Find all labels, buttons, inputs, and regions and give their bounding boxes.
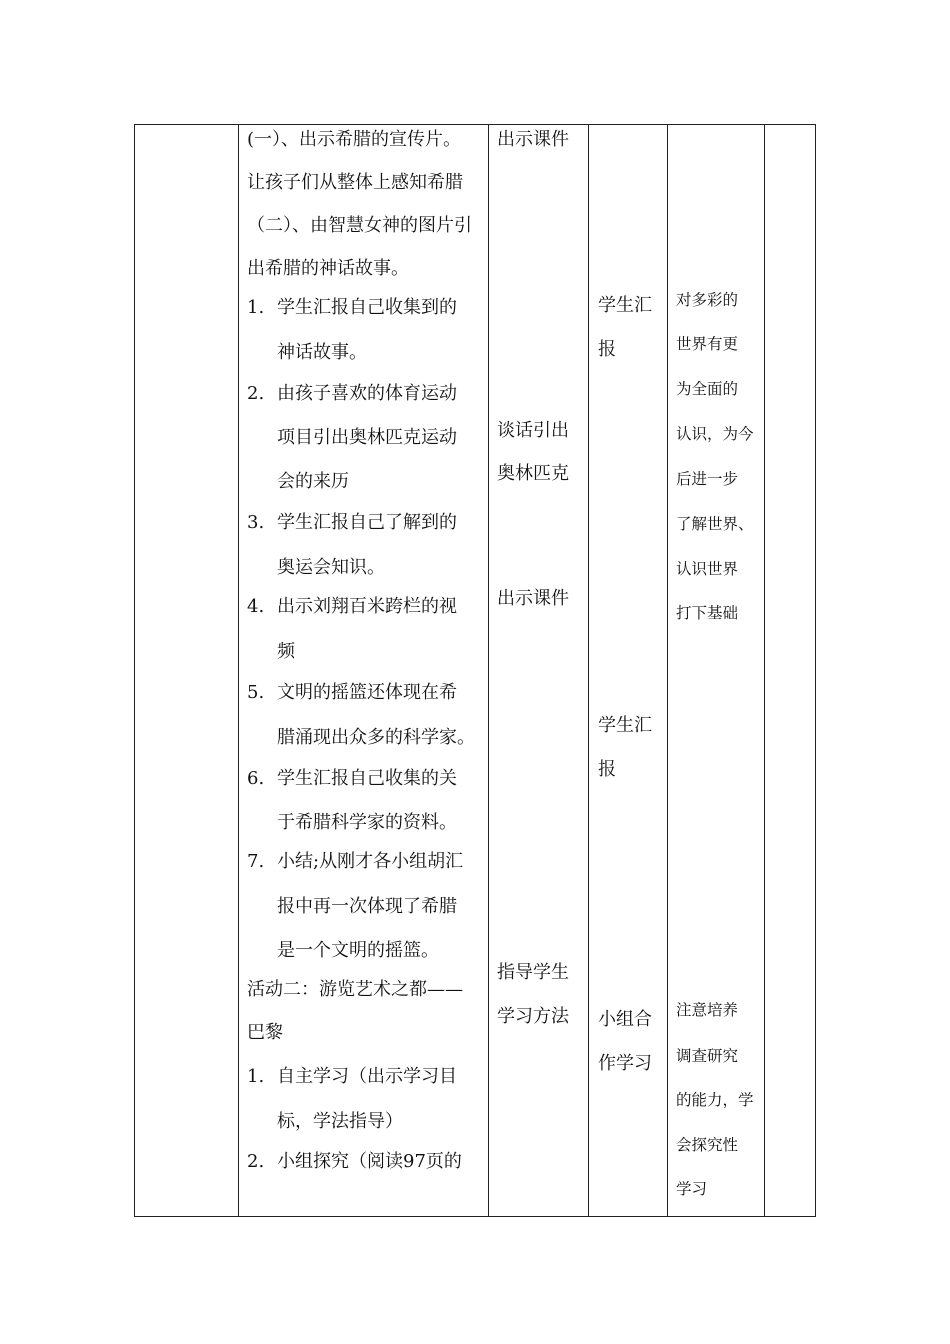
- content-line: [247, 512, 457, 534]
- content-line: [277, 896, 457, 918]
- content-line: [247, 596, 457, 618]
- list-number: 1.: [247, 297, 265, 318]
- content-line: [247, 215, 472, 237]
- content-text: 文明的摇篮还体现在希: [277, 682, 457, 703]
- content-line: [247, 383, 457, 405]
- design-intent-text: 对多彩的: [676, 291, 739, 309]
- content-text: 出示刘翔百米跨栏的视: [277, 596, 457, 617]
- list-number: 3.: [247, 512, 265, 533]
- column-divider: [238, 125, 239, 1216]
- content-text: 学生汇报自己收集到的: [277, 297, 457, 318]
- content-text: 腊涌现出众多的科学家。: [277, 727, 475, 748]
- content-line: [277, 427, 457, 449]
- list-number: 6.: [247, 768, 265, 789]
- design-intent-text: 后进一步: [676, 470, 739, 488]
- design-intent-text: 为全面的: [676, 380, 739, 398]
- content-text: 巴黎: [247, 1022, 283, 1043]
- content-text: 小组探究（阅读97页的: [277, 1151, 462, 1172]
- content-line: [277, 342, 367, 364]
- content-line: [247, 129, 461, 151]
- design-intent-text: 认识世界: [676, 560, 739, 578]
- student-activity-text: 学生汇: [598, 295, 652, 316]
- student-activity-text: 报: [598, 759, 616, 780]
- student-activity-cell: [598, 125, 664, 1216]
- student-activity-text: 作学习: [598, 1053, 652, 1074]
- design-intent-text: 注意培养: [676, 1001, 739, 1019]
- column-divider: [588, 125, 589, 1216]
- column-divider: [667, 125, 668, 1216]
- content-text: 学生汇报自己了解到的: [277, 512, 457, 533]
- content-line: [247, 682, 457, 704]
- content-text: 活动二：游览艺术之都——: [247, 979, 463, 1000]
- blank-cell-left: [135, 125, 238, 1216]
- content-line: [247, 297, 457, 319]
- design-intent-cell: [676, 125, 762, 1216]
- content-text: 学生汇报自己收集的关: [277, 768, 457, 789]
- content-text: （二）、由智慧女神的图片引: [247, 215, 472, 236]
- content-line: [247, 1066, 457, 1088]
- content-line: [277, 727, 475, 749]
- content-line: [247, 768, 457, 790]
- content-text: 让孩子们从整体上感知希腊: [247, 172, 463, 193]
- teacher-activity-cell: [497, 125, 585, 1216]
- teacher-activity-text: 指导学生: [497, 962, 569, 983]
- design-intent-text: 调查研究: [676, 1047, 739, 1065]
- content-text: 是一个文明的摇篮。: [277, 940, 439, 961]
- content-line: [277, 1111, 403, 1133]
- content-text: (一）、出示希腊的宣传片。: [247, 129, 462, 150]
- teacher-activity-text: 奥林匹克: [497, 463, 569, 484]
- teacher-activity-text: 学习方法: [497, 1006, 569, 1027]
- design-intent-text: 认识，为今: [676, 425, 754, 443]
- content-line: [247, 851, 463, 873]
- content-line: [277, 940, 439, 962]
- content-text: 于希腊科学家的资料。: [277, 812, 457, 833]
- design-intent-text: 了解世界、: [676, 515, 754, 533]
- design-intent-text: 世界有更: [676, 335, 739, 353]
- content-line: [277, 557, 385, 579]
- teacher-activity-text: 谈话引出: [497, 420, 569, 441]
- blank-cell-right: [767, 125, 815, 1216]
- student-activity-text: 小组合: [598, 1009, 652, 1030]
- list-number: 1.: [247, 1066, 265, 1087]
- student-activity-text: 学生汇: [598, 715, 652, 736]
- content-text: 由孩子喜欢的体育运动: [277, 383, 457, 404]
- content-text: 标，学法指导）: [277, 1111, 403, 1132]
- design-intent-text: 学习: [676, 1180, 708, 1198]
- content-line: [247, 979, 463, 1001]
- content-text: 报中再一次体现了希腊: [277, 896, 457, 917]
- content-line: [277, 812, 457, 834]
- content-text: 自主学习（出示学习目: [277, 1066, 457, 1087]
- content-text: 项目引出奥林匹克运动: [277, 427, 457, 448]
- content-line: [247, 258, 409, 280]
- list-number: 2.: [247, 1151, 265, 1172]
- column-divider: [764, 125, 765, 1216]
- design-intent-text: 会探究性: [676, 1136, 739, 1154]
- column-divider: [488, 125, 489, 1216]
- design-intent-text: 的能力，学: [676, 1091, 754, 1109]
- content-line: [277, 471, 349, 493]
- content-line: [247, 1151, 462, 1173]
- teacher-activity-text: 出示课件: [497, 129, 569, 150]
- content-text: 奥运会知识。: [277, 557, 385, 578]
- content-text: 出希腊的神话故事。: [247, 258, 409, 279]
- content-line: [277, 641, 295, 663]
- list-number: 5.: [247, 682, 265, 703]
- design-intent-text: 打下基础: [676, 604, 739, 622]
- student-activity-text: 报: [598, 339, 616, 360]
- teacher-activity-text: 出示课件: [497, 588, 569, 609]
- list-number: 4.: [247, 596, 265, 617]
- list-number: 7.: [247, 851, 265, 872]
- content-line: [247, 1022, 283, 1044]
- content-text: 神话故事。: [277, 342, 367, 363]
- content-text: 频: [277, 641, 295, 662]
- content-line: [247, 172, 463, 194]
- list-number: 2.: [247, 383, 265, 404]
- lesson-plan-table: [134, 124, 816, 1217]
- content-cell: [247, 125, 485, 1216]
- content-text: 小结;从刚才各小组胡汇: [277, 851, 464, 872]
- content-text: 会的来历: [277, 471, 349, 492]
